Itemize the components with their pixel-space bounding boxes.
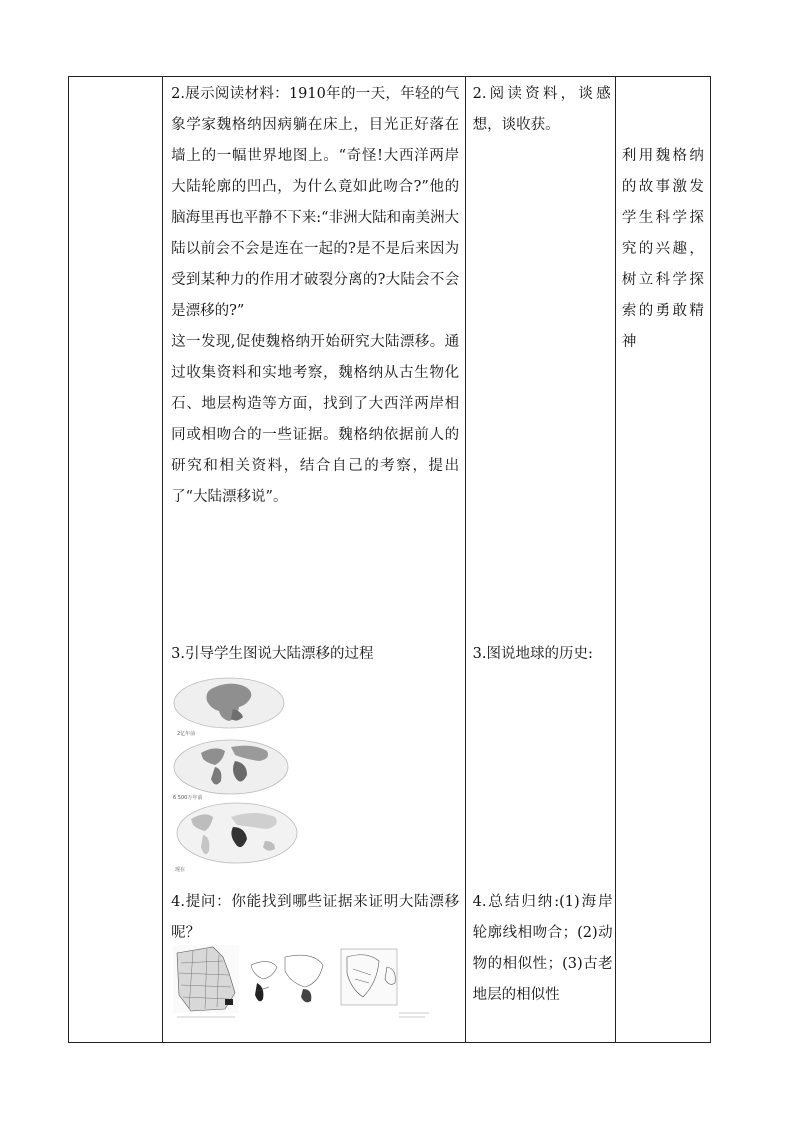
student-step2: 2.阅读资料，谈感想，谈收获。 xyxy=(472,86,611,133)
step4-text: 4.提问：你能找到哪些证据来证明大陆漂移呢？ xyxy=(171,894,460,941)
map-present xyxy=(175,803,297,873)
animal-similarity-map xyxy=(341,949,429,1017)
reading-paragraph-2: 这一发现,促使魏格纳开始研究大陆漂移。通过收集资料和实地考察，魏格纳从古生物化石、地层构造等方面，找到了大西洋两岸相同或相吻合的一些证据。魏格纳依据前人的研究和相关资料，结合自己的考察，提出了“大陆漂移说”。 xyxy=(171,334,460,505)
map-caption-1: 2亿年前 xyxy=(177,731,196,737)
design-purpose-text: 利用魏格纳的故事激发学生科学探究的兴趣，树立科学探索的勇敢精神 xyxy=(621,148,706,350)
lesson-table xyxy=(68,76,711,1043)
step3-text: 3.引导学生图说大陆漂移的过程 xyxy=(171,646,374,662)
student-step3: 3.图说地球的历史: xyxy=(472,646,593,662)
design-purpose-cell xyxy=(615,77,710,1043)
reading-material xyxy=(171,79,459,513)
map-pangaea xyxy=(174,678,284,737)
map-cretaceous xyxy=(173,740,288,801)
continental-drift-maps xyxy=(171,675,321,873)
empty-cell xyxy=(69,77,163,1043)
map-caption-3: 现在 xyxy=(175,867,186,873)
reading-paragraph-1: 2.展示阅读材料：1910年的一天，年轻的气象学家魏格纳因病躺在床上，目光正好落在墙上的一幅世界地图上。“奇怪!大西洋两岸大陆轮廓的凹凸，为什么竟如此吻合?”他的脑海里再也平静不下来:“非洲大陆和南美洲大陆以前会不会是连在一起的?是不是后来因为受到某种力的作用才破裂分离的?大陆会不会是漂移的?” xyxy=(171,86,460,319)
evidence-images xyxy=(173,943,433,1023)
fossil-distribution-map xyxy=(251,955,323,1002)
map-caption-2: 6 500万年前 xyxy=(173,795,203,801)
teacher-activity-cell xyxy=(163,77,465,1043)
strata-map xyxy=(173,945,239,1017)
student-step4: 4.总结归纳:(1)海岸轮廓线相吻合；(2)动物的相似性；(3)古老地层的相似性 xyxy=(472,894,613,1003)
student-activity-cell xyxy=(465,77,615,1043)
